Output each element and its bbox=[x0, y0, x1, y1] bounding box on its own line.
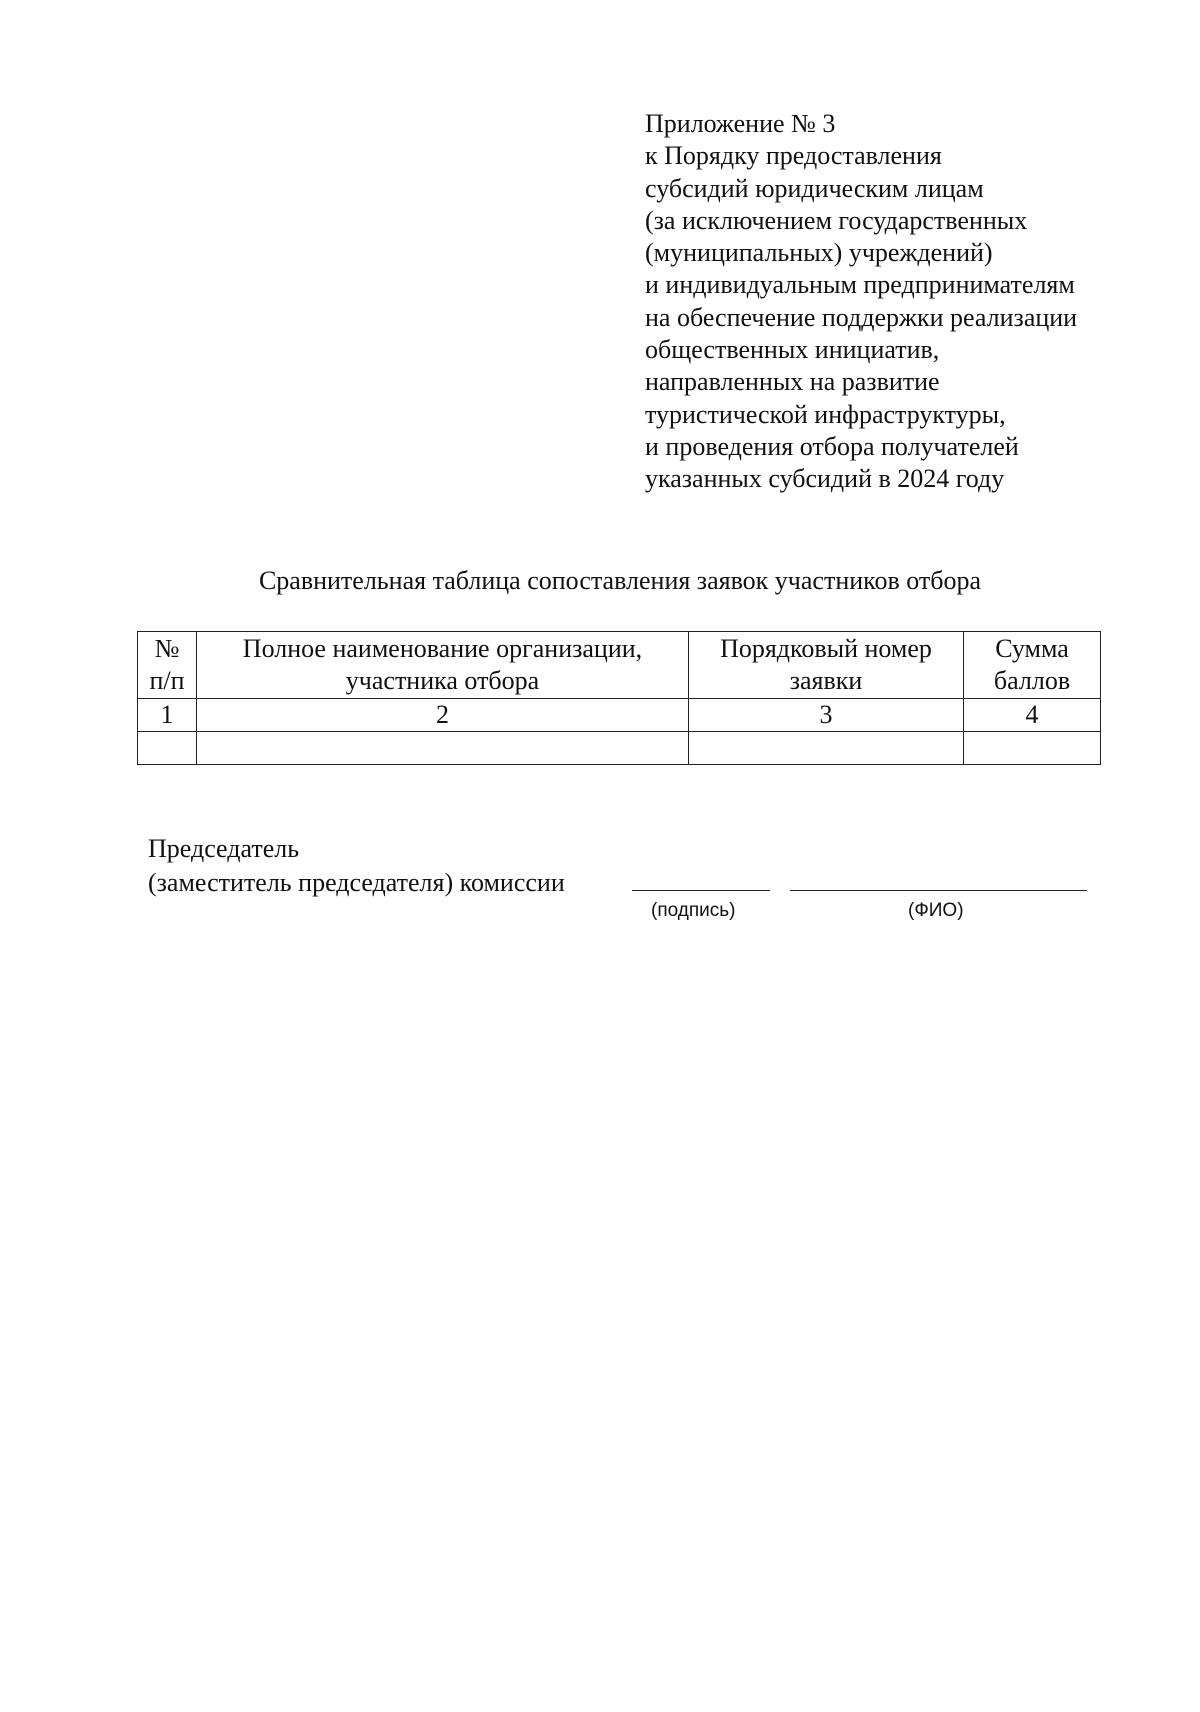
appendix-line: общественных инициатив, bbox=[645, 335, 940, 365]
fio-line bbox=[790, 890, 1087, 891]
header-text: Порядковый номер bbox=[720, 634, 932, 663]
signature-title: Председатель bbox=[148, 834, 300, 863]
appendix-line: на обеспечение поддержки реализации bbox=[645, 302, 1078, 332]
header-text: баллов bbox=[993, 666, 1071, 695]
table-cell bbox=[197, 732, 689, 765]
header-text: участника отбора bbox=[345, 666, 540, 695]
header-cell-number bbox=[138, 632, 197, 699]
column-number: 1 bbox=[138, 699, 197, 732]
signature-block bbox=[148, 832, 565, 900]
table-title: Сравнительная таблица сопоставления заявок участников отбора bbox=[258, 566, 982, 595]
header-text: Сумма bbox=[995, 634, 1069, 663]
appendix-line: и индивидуальным предпринимателям bbox=[645, 270, 1075, 300]
appendix-header bbox=[645, 108, 1165, 496]
appendix-line: направленных на развитие bbox=[645, 367, 940, 397]
appendix-line: к Порядку предоставления bbox=[645, 141, 942, 171]
table-cell bbox=[138, 732, 197, 765]
header-text: Полное наименование организации, bbox=[242, 634, 643, 663]
column-number-row bbox=[138, 699, 1101, 732]
appendix-line: субсидий юридическим лицам bbox=[645, 173, 984, 203]
signature-line bbox=[632, 890, 770, 891]
signature-caption: (подпись) bbox=[651, 900, 736, 921]
appendix-line: Приложение № 3 bbox=[645, 109, 836, 138]
appendix-line: туристической инфраструктуры, bbox=[645, 399, 1006, 429]
appendix-line: (муниципальных) учреждений) bbox=[645, 238, 993, 268]
signature-subtitle: (заместитель председателя) комиссии bbox=[148, 868, 565, 897]
table-header-row bbox=[138, 632, 1101, 699]
appendix-line: указанных субсидий в 2024 году bbox=[645, 464, 1005, 494]
table-cell bbox=[964, 732, 1101, 765]
appendix-line: (за исключением государственных bbox=[645, 205, 1028, 235]
header-text: № bbox=[154, 634, 180, 663]
header-text: заявки bbox=[789, 666, 863, 695]
header-text: п/п bbox=[149, 666, 185, 695]
header-cell-application-number bbox=[689, 632, 964, 699]
fio-caption: (ФИО) bbox=[908, 900, 964, 921]
column-number: 3 bbox=[689, 699, 964, 732]
column-number: 4 bbox=[964, 699, 1101, 732]
comparison-table bbox=[137, 631, 1101, 765]
header-cell-score bbox=[964, 632, 1101, 699]
appendix-line: и проведения отбора получателей bbox=[645, 431, 1019, 461]
table-cell bbox=[689, 732, 964, 765]
header-cell-organization bbox=[197, 632, 689, 699]
table-row bbox=[138, 732, 1101, 765]
column-number: 2 bbox=[197, 699, 689, 732]
